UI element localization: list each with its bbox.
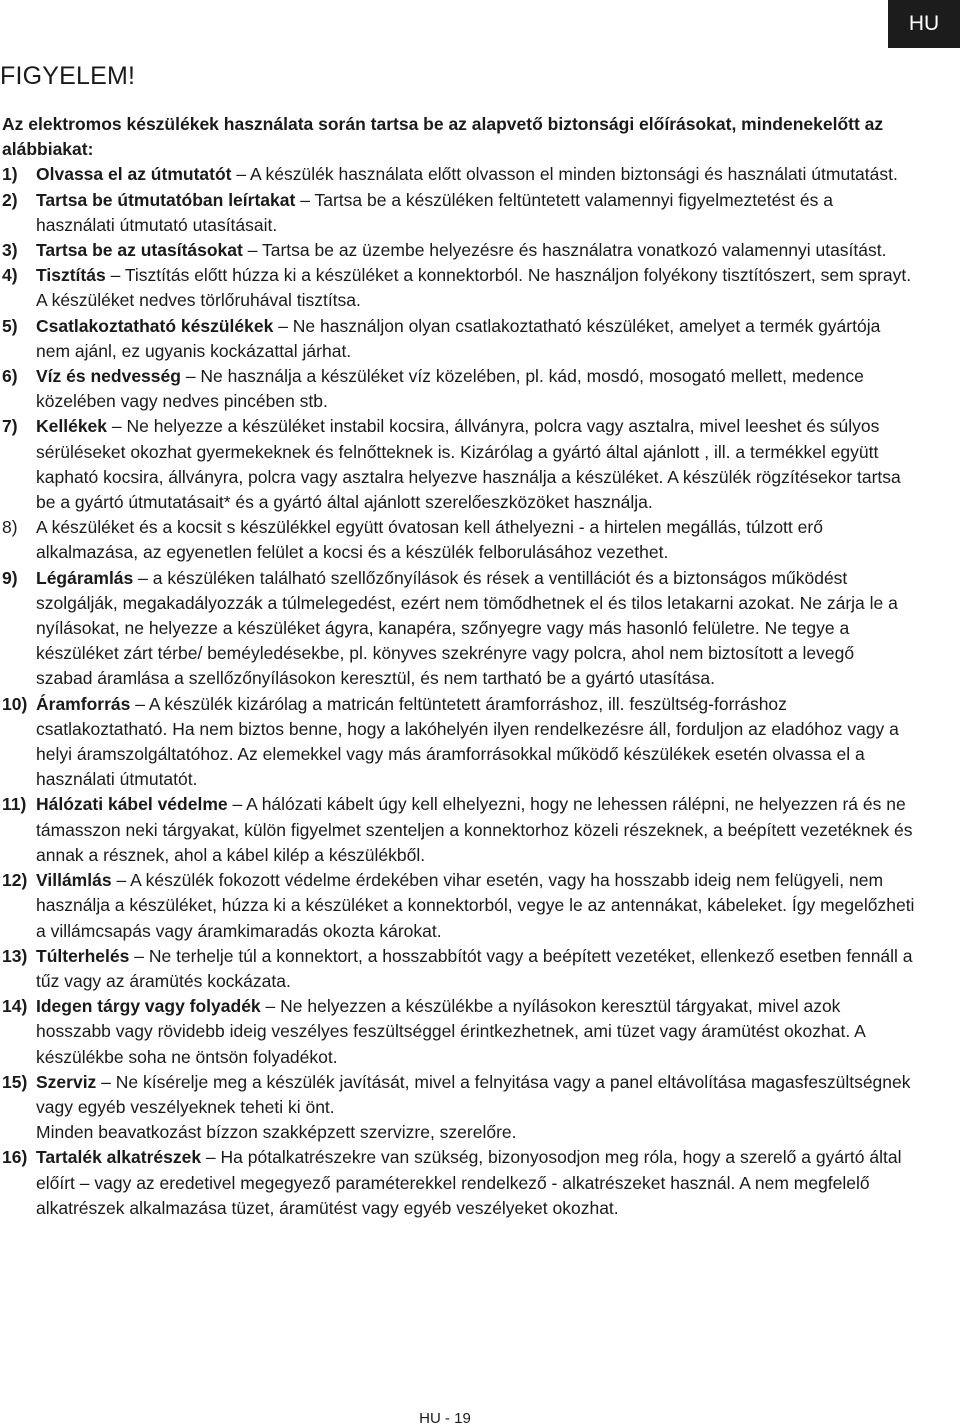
item-number: 6) xyxy=(2,366,18,387)
list-item xyxy=(0,414,915,515)
item-heading: Szerviz xyxy=(36,1071,97,1092)
item-separator: – xyxy=(260,996,281,1017)
item-heading: Villámlás xyxy=(36,870,112,891)
item-number: 3) xyxy=(2,240,18,261)
list-item xyxy=(0,692,915,793)
item-number: 16) xyxy=(2,1147,28,1168)
item-heading: Olvassa el az útmutatót xyxy=(36,164,232,185)
list-item xyxy=(0,314,915,364)
item-separator: – xyxy=(130,693,149,714)
item-body: Ne terhelje túl a konnektort, a hosszabbítót vagy a beépített vezetéket, ellenkező esetben fennáll a tűz vagy az áramütés kockázata. xyxy=(36,945,913,991)
list-item xyxy=(0,162,915,187)
item-number: 4) xyxy=(2,265,18,286)
item-number: 10) xyxy=(2,693,28,714)
item-number: 13) xyxy=(2,945,28,966)
item-separator: – xyxy=(105,265,125,286)
item-heading: Hálózati kábel védelme xyxy=(36,794,228,815)
item-heading: Víz és nedvesség xyxy=(36,366,181,387)
list-item xyxy=(0,566,915,692)
item-body: Ne használjon olyan csatlakoztatható készüléket, amelyet a termék gyártója nem ajánl, ez ugyanis kockázattal járhat. xyxy=(36,315,881,361)
list-item xyxy=(0,238,915,263)
item-body: A készülék fokozott védelme érdekében vihar esetén, vagy ha hosszabb ideig nem felügyeli, nem használja a készüléket, húzza ki a készüléket a konnektorból, vegye le az antennákat, kábeleket. Így megelőzheti a villámcsapás vagy áramkimaradás okozta károkat. xyxy=(36,870,915,941)
language-badge: HU xyxy=(888,0,960,48)
item-number: 2) xyxy=(2,189,18,210)
item-number: 5) xyxy=(2,315,18,336)
instruction-list xyxy=(0,162,915,1221)
list-item xyxy=(0,792,915,868)
item-body: Ne kísérelje meg a készülék javítását, mivel a felnyitása vagy a panel eltávolítása magasfeszültségnek vagy egyéb veszélyeknek teheti ki önt. xyxy=(36,1071,911,1117)
item-body: A hálózati kábelt úgy kell elhelyezni, hogy ne lehessen rálépni, ne helyezzen rá és ne támasszon neki tárgyakat, külön figyelmet szenteljen a konnektorhoz közeli részeknek, a beépített vezetéknek és annak a résznek, ahol a kábel kilép a készülékből. xyxy=(36,794,913,865)
item-body: Ne használja a készüléket víz közelében, pl. kád, mosdó, mosogató mellett, medence közelében vagy nedves pincében stb. xyxy=(36,366,864,412)
list-item xyxy=(0,1145,915,1221)
item-extra-line: Minden beavatkozást bízzon szakképzett szervizre, szerelőre. xyxy=(36,1122,517,1143)
item-heading: Tartsa be útmutatóban leírtakat xyxy=(36,189,296,210)
item-separator: – xyxy=(133,567,153,588)
item-heading: Áramforrás xyxy=(36,693,131,714)
item-separator: – xyxy=(273,315,293,336)
safety-instructions xyxy=(0,112,915,1221)
list-item xyxy=(0,263,915,313)
item-body: Ne helyezzen a készülékbe a nyílásokon keresztül tárgyakat, mivel azok hosszabb vagy rövidebb ideig veszélyes feszültséggel érintkezhetnek, ami tüzet vagy áramütést okozhat. A készülékbe soha ne öntsön folyadékot. xyxy=(36,996,865,1067)
item-separator: – xyxy=(242,240,262,261)
item-body: Tartsa be az üzembe helyezésre és használatra vonatkozó valamennyi utasítást. xyxy=(261,240,887,261)
item-body: Tisztítás előtt húzza ki a készüléket a konnektorból. Ne használjon folyékony tisztítószert, sem sprayt. A készüléket nedves törlőruhával tisztítsa. xyxy=(36,265,912,311)
item-heading: Tartsa be az utasításokat xyxy=(36,240,243,261)
item-separator: – xyxy=(201,1147,221,1168)
item-number: 1) xyxy=(2,164,18,185)
item-separator: – xyxy=(180,366,201,387)
item-body: A készülék használata előtt olvasson el minden biztonsági és használati útmutatást. xyxy=(249,164,898,185)
item-number: 11) xyxy=(2,794,27,815)
list-item xyxy=(0,364,915,414)
item-body: Tartsa be a készüléken feltüntetett valamennyi figyelmeztetést és a használati útmutató utasításait. xyxy=(36,189,833,235)
item-heading: Idegen tárgy vagy folyadék xyxy=(36,996,261,1017)
list-item xyxy=(0,1070,915,1146)
item-body: A készüléket és a kocsit s készülékkel együtt óvatosan kell áthelyezni - a hirtelen megállás, túlzott erő alkalmazása, az egyenetlen felület a kocsi és a készülék felborulásához vezethet. xyxy=(36,517,823,563)
item-number: 15) xyxy=(2,1071,28,1092)
item-heading: Csatlakoztatható készülékek xyxy=(36,315,274,336)
item-separator: – xyxy=(96,1071,116,1092)
item-heading: Légáramlás xyxy=(36,567,134,588)
item-separator: – xyxy=(295,189,315,210)
item-body: Ha pótalkatrészekre van szükség, bizonyosodjon meg róla, hogy a szerelő a gyártó által előírt – vagy az eredetivel megegyező paraméterekkel rendelkező - alkatrészeket használ. A nem megfelelő alkatrészek alkalmazása tüzet, áramütést vagy egyéb veszélyeket okozhat. xyxy=(36,1147,902,1218)
item-separator: – xyxy=(129,945,149,966)
item-body: A készülék kizárólag a matricán feltüntetett áramforráshoz, ill. feszültség-forráshoz csatlakoztatható. Ha nem biztos benne, hogy a lakóhelyén ilyen rendelkezésre áll, forduljon az eladóhoz vagy a helyi áramszolgáltatóhoz. Az elemekkel vagy más áramforrásokkal működő készülékek esetén olvassa el a használati útmutatót. xyxy=(36,693,899,790)
item-heading: Tartalék alkatrészek xyxy=(36,1147,202,1168)
list-item xyxy=(0,515,915,565)
item-heading: Kellékek xyxy=(36,416,108,437)
item-number: 7) xyxy=(2,416,18,437)
item-body: a készüléken található szellőzőnyílások és rések a ventillációt és a biztonságos működést szolgálják, megakadályozzák a túlmelegedést, ezért nem tömődhetnek el és tilos letakarni azokat. Ne zárja le a nyílásokat, ne helyezze a készüléket ágyra, kanapéra, szőnyegre vagy más hasonló felületre. Ne tegye a készüléket zárt térbe/ beméyledésekbe, pl. könyves szekrényre vagy polcra, ahol nem biztosított a levegő szabad áramlása a szellőzőnyílásokon keresztül, és nem tartható be a gyártó utasítása. xyxy=(36,567,898,689)
item-number: 9) xyxy=(2,567,18,588)
list-item xyxy=(0,994,915,1070)
item-heading: Tisztítás xyxy=(36,265,106,286)
item-number: 8) xyxy=(2,517,18,538)
item-number: 12) xyxy=(2,870,28,891)
item-separator: – xyxy=(231,164,250,185)
intro-text: Az elektromos készülékek használata során tartsa be az alapvető biztonsági előírásokat, mindenekelőtt az alábbiakat: xyxy=(2,114,884,160)
item-separator: – xyxy=(107,416,127,437)
page-title: FIGYELEM! xyxy=(0,62,136,90)
item-number: 14) xyxy=(2,996,28,1017)
page-number: HU - 19 xyxy=(419,1410,471,1427)
item-separator: – xyxy=(111,870,131,891)
list-item xyxy=(0,944,915,994)
item-separator: – xyxy=(227,794,247,815)
item-body: Ne helyezze a készüléket instabil kocsira, állványra, polcra vagy asztalra, mivel leeshet és súlyos sérüléseket okozhat gyermekeknek és felnőtteknek is. Kizárólag a gyártó által ajánlott , ill. a termékkel együtt kapható kocsira, állványra, polcra vagy asztalra helyezve használja a készüléket. A készülék rögzítésekor tartsa be a gyártó útmutatásait* és a gyártó által ajánlott szerelőeszközöket használja. xyxy=(36,416,901,513)
item-heading: Túlterhelés xyxy=(36,945,130,966)
list-item xyxy=(0,868,915,944)
list-item xyxy=(0,188,915,238)
